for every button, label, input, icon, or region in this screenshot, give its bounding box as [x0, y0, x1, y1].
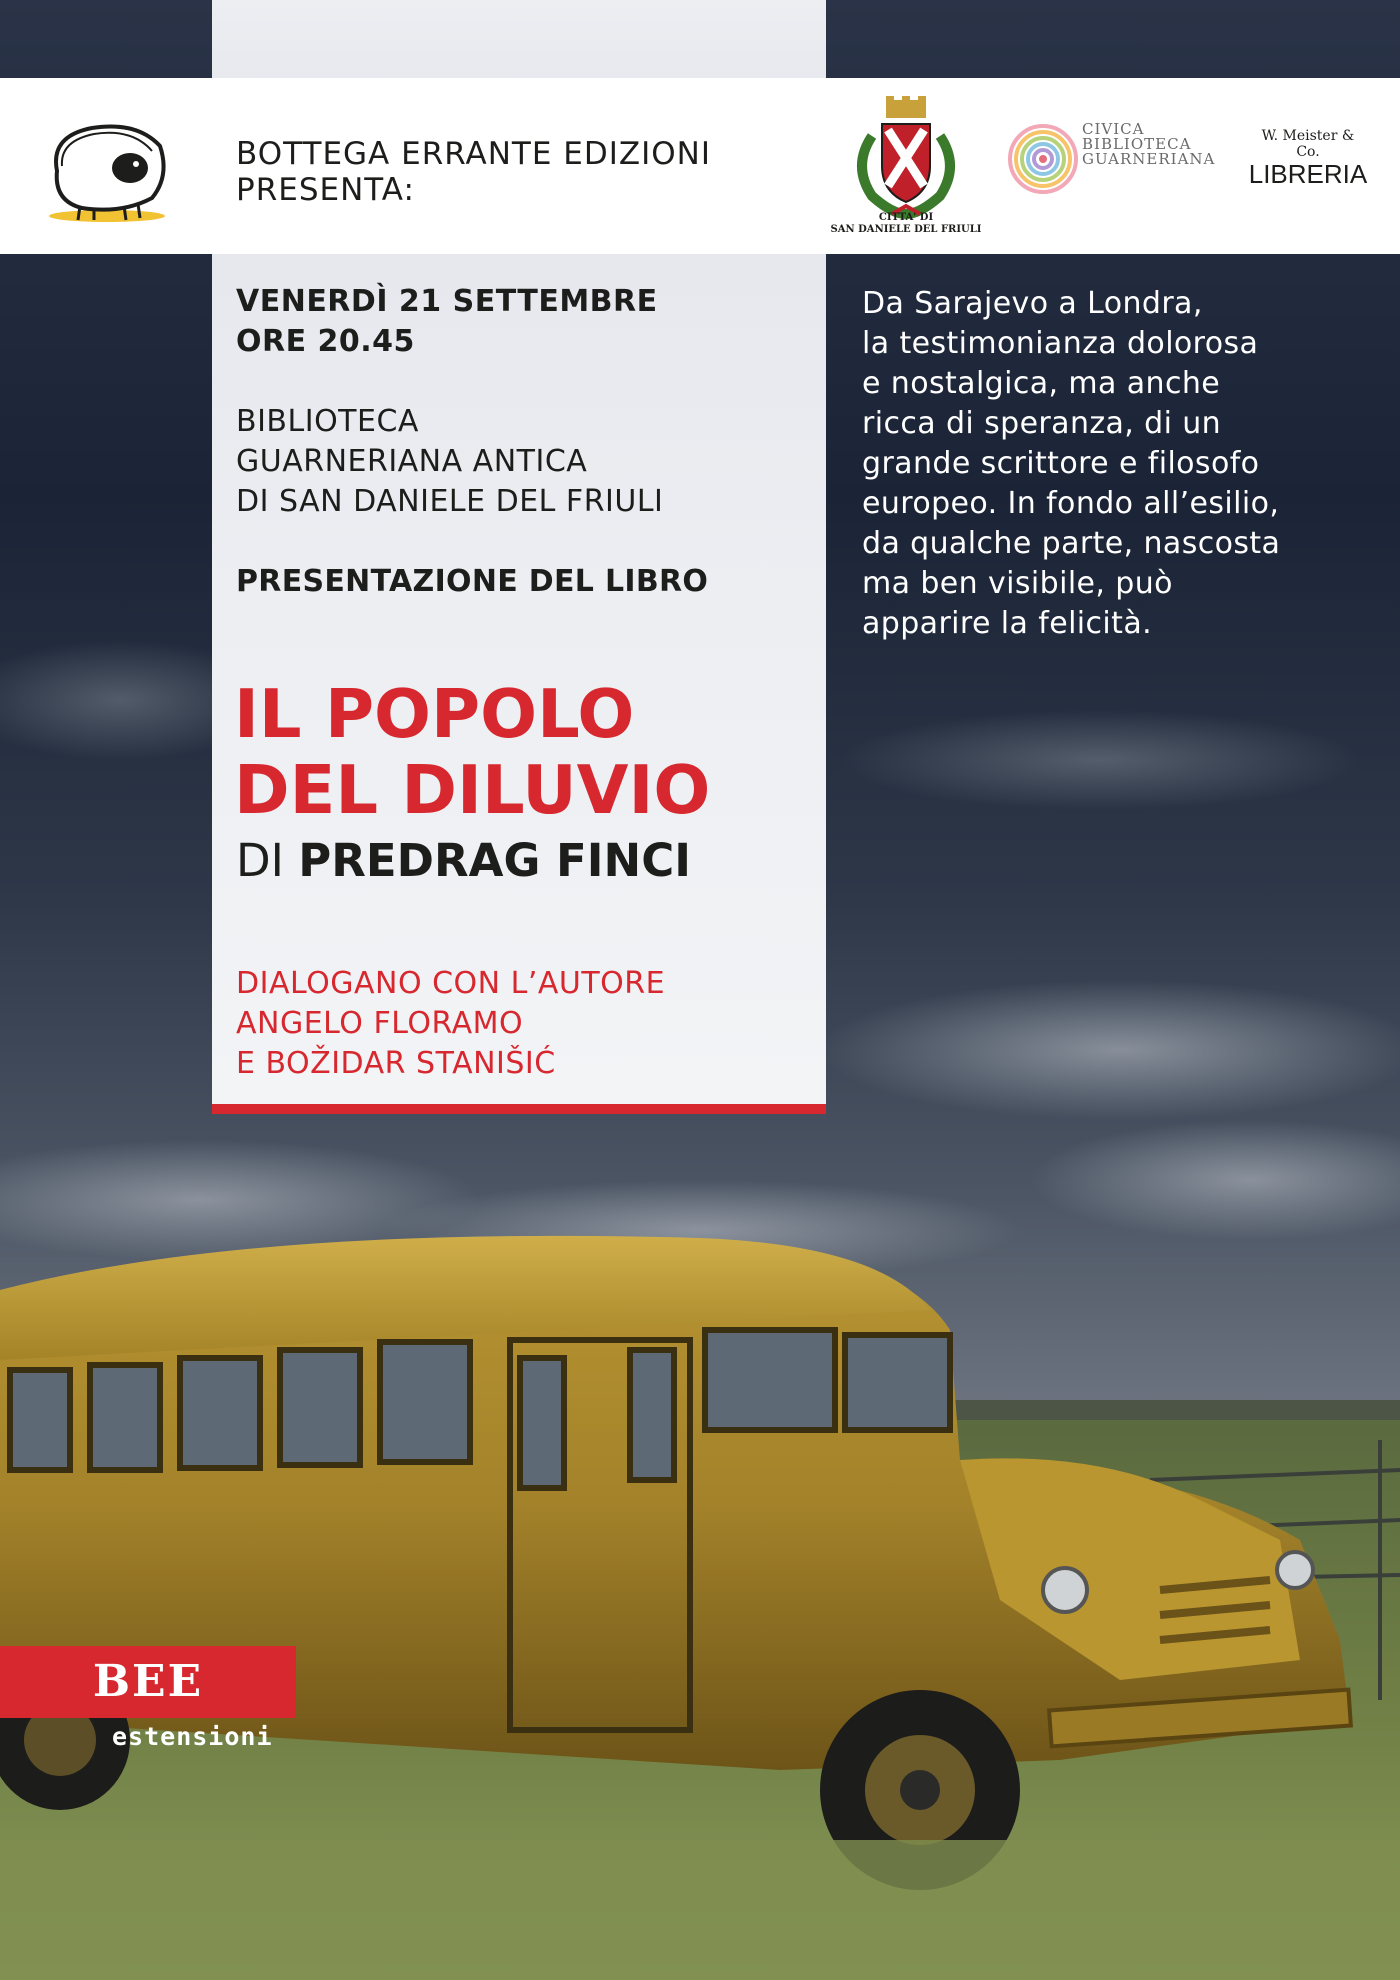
event-date — [236, 282, 658, 362]
panel-top-strip — [212, 0, 826, 78]
book-title — [234, 676, 710, 828]
desc-line: Da Sarajevo a Londra, — [862, 286, 1203, 321]
author-name: PREDRAG FINCI — [298, 834, 691, 887]
biblio-line1: CIVICA — [1082, 120, 1145, 138]
author-prefix: DI — [236, 834, 284, 887]
dialog-guests — [236, 964, 665, 1084]
biblio-line2: BIBLIOTECA — [1082, 135, 1192, 153]
biblio-line3: GUARNERIANA — [1082, 150, 1216, 168]
presentation-label: PRESENTAZIONE DEL LIBRO — [236, 564, 709, 599]
book-title-line1: IL POPOLO — [234, 675, 635, 753]
crest-caption — [830, 212, 982, 236]
publisher-text — [236, 136, 711, 208]
dialog-line2: ANGELO FLORAMO — [236, 1006, 524, 1041]
event-date-day: VENERDÌ 21 SETTEMBRE — [236, 284, 658, 319]
desc-line: grande scrittore e filosofo — [862, 446, 1260, 481]
dialog-line1: DIALOGANO CON L’AUTORE — [236, 966, 666, 1001]
desc-line: apparire la felicità. — [862, 606, 1153, 641]
desc-line: europeo. In fondo all’esilio, — [862, 486, 1280, 521]
dialog-line3: E BOŽIDAR STANIŠIĆ — [236, 1046, 556, 1081]
sheep-logo-icon — [42, 116, 172, 228]
biblioteca-rings-icon — [1008, 124, 1078, 194]
book-author — [236, 834, 691, 888]
venue-line2: GUARNERIANA ANTICA — [236, 444, 588, 479]
crest-caption-line1: CITTA' DI — [878, 212, 934, 223]
desc-line: ma ben visibile, può — [862, 566, 1173, 601]
publisher-name: BOTTEGA ERRANTE EDIZIONI — [236, 136, 712, 172]
venue-line1: BIBLIOTECA — [236, 404, 419, 439]
publisher-presenta: PRESENTA: — [236, 172, 415, 208]
desc-line: e nostalgica, ma anche — [862, 366, 1221, 401]
venue-line3: DI SAN DANIELE DEL FRIULI — [236, 484, 664, 519]
book-description — [862, 284, 1382, 644]
bee-logo-sub: estensioni — [112, 1722, 273, 1751]
libreria-owner: W. Meister & Co. — [1261, 128, 1355, 160]
desc-line: da qualche parte, nascosta — [862, 526, 1281, 561]
biblioteca-name — [1082, 122, 1232, 167]
desc-line: ricca di speranza, di un — [862, 406, 1222, 441]
header-band — [0, 78, 1400, 254]
libreria-label: LIBRERIA — [1248, 159, 1368, 189]
bee-logo-label: BEE — [92, 1656, 204, 1707]
book-title-line2: DEL DILUVIO — [234, 751, 711, 829]
event-date-time: ORE 20.45 — [236, 324, 415, 359]
desc-line: la testimonianza dolorosa — [862, 326, 1259, 361]
libreria-logo — [1248, 128, 1368, 188]
event-venue — [236, 402, 663, 522]
event-panel-red-bar — [212, 1104, 826, 1114]
crest-caption-line2: SAN DANIELE DEL FRIULI — [830, 224, 982, 235]
